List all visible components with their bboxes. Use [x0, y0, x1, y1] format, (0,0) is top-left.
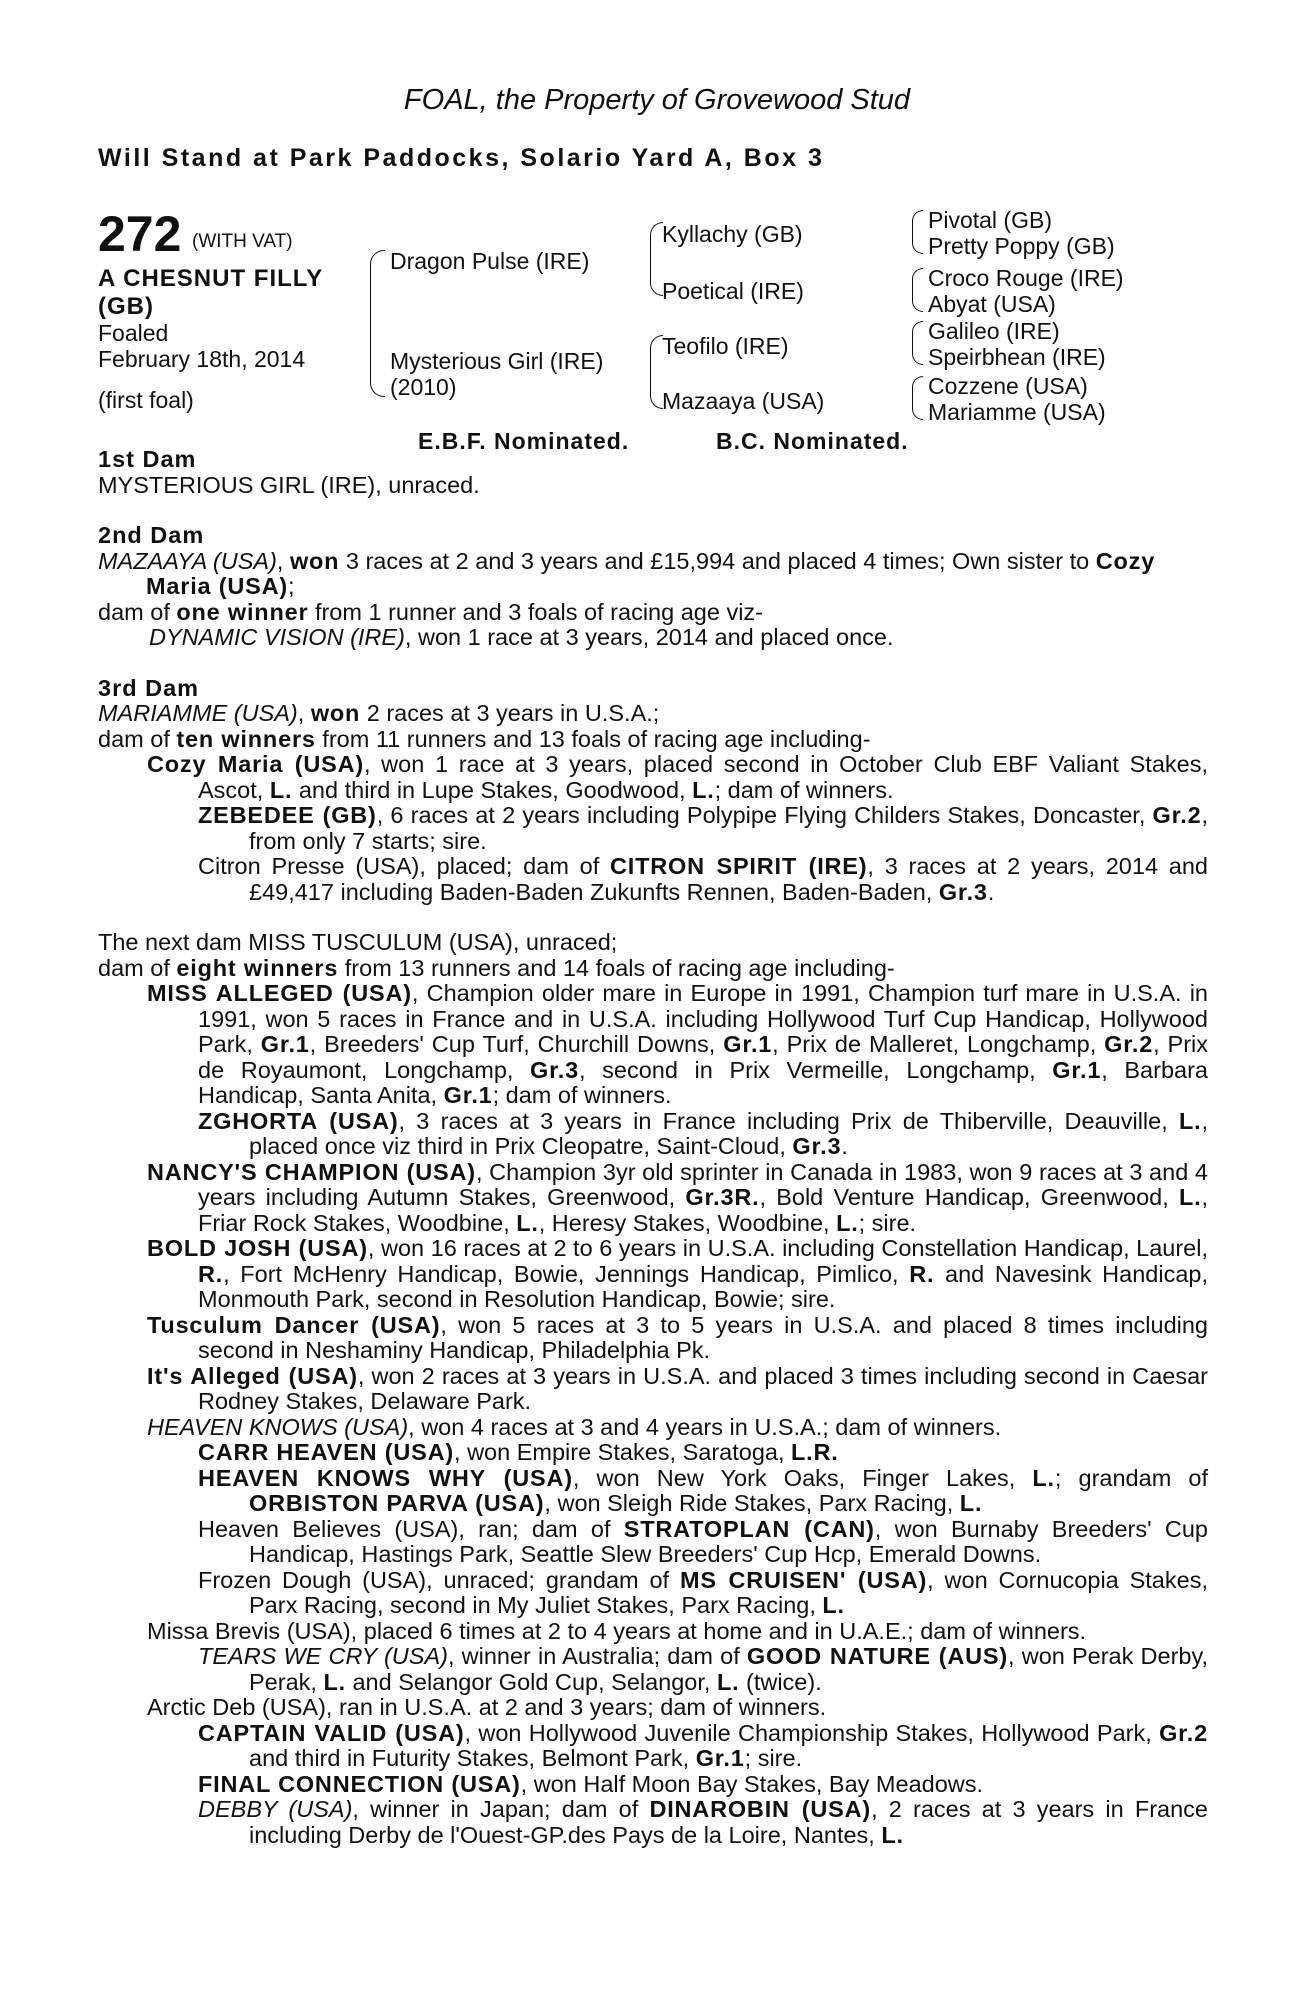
second-dam-produce: dam of one winner from 1 runner and 3 foals of racing age viz-	[98, 598, 763, 625]
list-item: MISS ALLEGED (USA), Champion older mare in Europe in 1991, Champion turf mare in U.S.A. in 1991, won 5 races in France and in U.S.A. including Hollywood Turf Cup Handicap, Hollywood Park, Gr.1, Breeders' Cup Turf, Churchill Downs, Gr.1, Prix de Malleret, Longchamp, Gr.2, Prix de Royaumont, Longchamp, Gr.3, second in Prix Vermeille, Longchamp, Gr.1, Barbara Handicap, Santa Anita, Gr.1; dam of winners.	[147, 980, 1208, 1108]
pedigree-brace	[370, 250, 385, 397]
first-dam-heading: 1st Dam	[98, 446, 197, 472]
list-item: TEARS WE CRY (USA), winner in Australia; dam of GOOD NATURE (AUS), won Perak Derby, Perak, L. and Selangor Gold Cup, Selangor, L. (twice).	[198, 1643, 1208, 1695]
dam-history	[98, 447, 1208, 1848]
dam-sire: Teofilo (IRE)	[662, 333, 789, 359]
granddam-4: Mariamme (USA)	[928, 399, 1106, 425]
list-item: DEBBY (USA), winner in Japan; dam of DINAROBIN (USA), 2 races at 3 years in France including Derby de l'Ouest-GP.des Pays de la Loire, Nantes, L.	[198, 1796, 1208, 1848]
second-dam-heading: 2nd Dam	[98, 522, 205, 548]
list-item: HEAVEN KNOWS WHY (USA), won New York Oaks, Finger Lakes, L.; grandam of ORBISTON PARVA (USA), won Sleigh Ride Stakes, Parx Racing, L.	[198, 1464, 1208, 1516]
sire-sire: Kyllachy (GB)	[662, 221, 803, 247]
list-item: CARR HEAVEN (USA), won Empire Stakes, Saratoga, L.R.	[198, 1439, 839, 1465]
grand-brace-1	[912, 210, 923, 254]
list-item: Citron Presse (USA), placed; dam of CITRON SPIRIT (IRE), 3 races at 2 years, 2014 and £49,417 including Baden-Baden Zukunfts Rennen, Baden-Baden, Gr.3.	[198, 853, 1208, 905]
grandsire-1: Pivotal (GB)	[928, 207, 1052, 233]
list-item: It's Alleged (USA), won 2 races at 3 years in U.S.A. and placed 3 times including second in Caesar Rodney Stakes, Delaware Park.	[147, 1362, 1208, 1414]
foaled-label: Foaled	[98, 320, 169, 346]
second-dam-text: MAZAAYA (USA), won 3 races at 2 and 3 years and £15,994 and placed 4 times; Own sister to Cozy Maria (USA);	[98, 547, 1156, 599]
page-title: FOAL, the Property of Grovewood Stud	[403, 84, 911, 116]
bc-nominated: B.C. Nominated.	[716, 428, 909, 454]
next-dam-text: The next dam MISS TUSCULUM (USA), unraced;	[98, 929, 618, 955]
lot-description: A CHESNUT FILLY (GB)	[98, 265, 323, 320]
third-dam-heading: 3rd Dam	[98, 674, 200, 701]
granddam-3: Speirbhean (IRE)	[928, 344, 1106, 370]
list-item: BOLD JOSH (USA), won 16 races at 2 to 6 years in U.S.A. including Constellation Handicap, Laurel, R., Fort McHenry Handicap, Bowie, Jennings Handicap, Pimlico, R. and Navesink Handicap, Monmouth Park, second in Resolution Handicap, Bowie; sire.	[147, 1235, 1209, 1312]
list-item: Tusculum Dancer (USA), won 5 races at 3 to 5 years in U.S.A. and placed 8 times including second in Neshaminy Handicap, Philadelphia Pk.	[147, 1311, 1208, 1363]
grand-brace-2	[912, 268, 923, 312]
list-item: FINAL CONNECTION (USA), won Half Moon Bay Stakes, Bay Meadows.	[198, 1770, 984, 1797]
granddam-1: Pretty Poppy (GB)	[928, 233, 1115, 259]
third-dam-text: MARIAMME (USA), won 2 races at 3 years in U.S.A.;	[98, 700, 660, 726]
list-item: HEAVEN KNOWS (USA), won 4 races at 3 and 4 years in U.S.A.; dam of winners.	[147, 1413, 1002, 1440]
sire-dam: Poetical (IRE)	[662, 278, 804, 304]
list-item: Heaven Believes (USA), ran; dam of STRATOPLAN (CAN), won Burnaby Breeders' Cup Handicap, Hastings Park, Seattle Slew Breeders' Cup Hcp, Emerald Downs.	[198, 1515, 1208, 1567]
next-dam-produce: dam of eight winners from 13 runners and 14 foals of racing age including-	[98, 954, 895, 981]
foaled-date: February 18th, 2014	[98, 346, 306, 372]
dam-dam: Mazaaya (USA)	[662, 388, 825, 414]
dam: Mysterious Girl (IRE)	[390, 348, 604, 374]
dam-year: (2010)	[390, 374, 457, 400]
first-dam-text: MYSTERIOUS GIRL (IRE), unraced.	[98, 471, 480, 498]
list-item: Missa Brevis (USA), placed 6 times at 2 to 4 years at home and in U.A.E.; dam of winners.	[147, 1617, 1087, 1644]
lot-number: 272	[98, 206, 182, 262]
ebf-nominated: E.B.F. Nominated.	[418, 428, 630, 454]
list-item: ZEBEDEE (GB), 6 races at 2 years including Polypipe Flying Childers Stakes, Doncaster, Gr.2, from only 7 starts; sire.	[198, 802, 1209, 854]
list-item: ZGHORTA (USA), 3 races at 3 years in France including Prix de Thiberville, Deauville, L., placed once viz third in Prix Cleopatre, Saint-Cloud, Gr.3.	[198, 1107, 1209, 1159]
list-item: NANCY'S CHAMPION (USA), Champion 3yr old sprinter in Canada in 1983, won 9 races at 3 and 4 years including Autumn Stakes, Greenwood, Gr.3R., Bold Venture Handicap, Greenwood, L., Friar Rock Stakes, Woodbine, L., Heresy Stakes, Woodbine, L.; sire.	[147, 1158, 1208, 1236]
list-item: Arctic Deb (USA), ran in U.S.A. at 2 and 3 years; dam of winners.	[147, 1694, 827, 1720]
stabling-location: Will Stand at Park Paddocks, Solario Yard A, Box 3	[98, 144, 825, 172]
second-dam-winner: DYNAMIC VISION (IRE), won 1 race at 3 years, 2014 and placed once.	[149, 624, 894, 650]
granddam-2: Abyat (USA)	[928, 291, 1056, 317]
grand-brace-3	[912, 321, 923, 365]
sire: Dragon Pulse (IRE)	[390, 248, 590, 274]
grandsire-3: Galileo (IRE)	[928, 318, 1060, 344]
grandsire-4: Cozzene (USA)	[928, 373, 1088, 399]
grand-brace-4	[912, 376, 923, 420]
list-item: CAPTAIN VALID (USA), won Hollywood Juvenile Championship Stakes, Hollywood Park, Gr.2 and third in Futurity Stakes, Belmont Park, Gr.1; sire.	[198, 1719, 1208, 1771]
list-item: Cozy Maria (USA), won 1 race at 3 years, placed second in October Club EBF Valiant Stakes, Ascot, L. and third in Lupe Stakes, Goodwood, L.; dam of winners.	[147, 751, 1208, 803]
third-dam-produce: dam of ten winners from 11 runners and 13 foals of racing age including-	[98, 725, 871, 752]
grandsire-2: Croco Rouge (IRE)	[928, 265, 1124, 291]
list-item: Frozen Dough (USA), unraced; grandam of MS CRUISEN' (USA), won Cornucopia Stakes, Parx Racing, second in My Juliet Stakes, Parx Racing, L.	[198, 1566, 1208, 1618]
vat-label: (WITH VAT)	[192, 231, 293, 252]
foal-note: (first foal)	[98, 387, 194, 413]
